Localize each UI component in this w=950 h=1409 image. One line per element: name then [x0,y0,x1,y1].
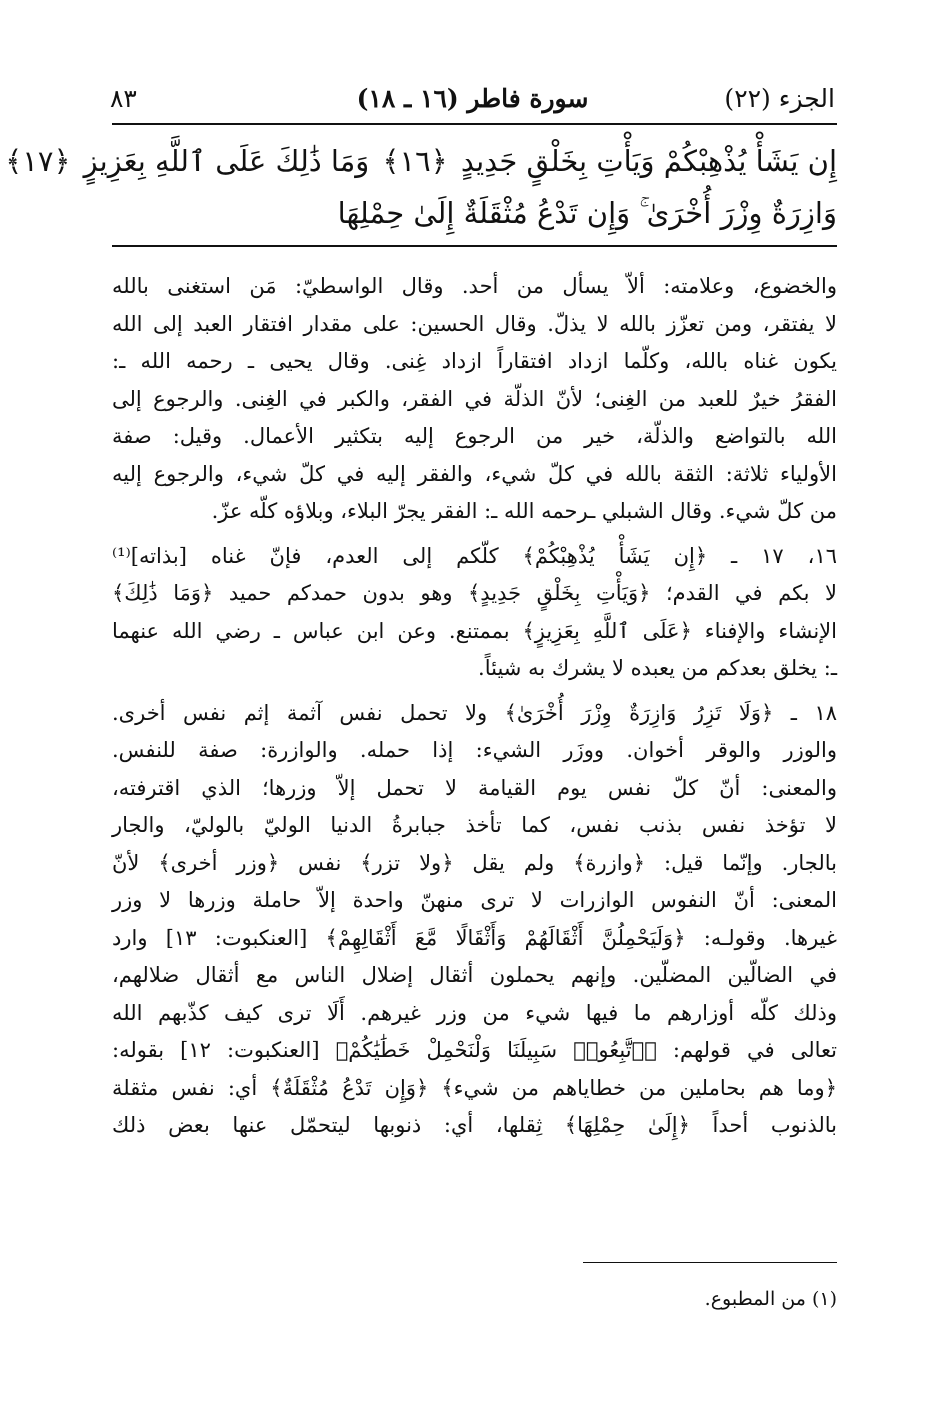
text-line: وذلك كلّه أوزارهم ما فيها شيء من وزر غيرهم. أَلَا ترى كيف كذّبهم الله [112,1000,837,1025]
verse-17-text: وَمَا ذَٰلِكَ عَلَى ٱللَّهِ بِعَزِيزٍ [83,144,370,178]
text-line: ١٦، ١٧ ـ ﴿إِن يَشَأْ يُذْهِبْكُمْ﴾ كلّكم إلى العدم، فإنّ غناه [بذاته]⁽¹⁾ [112,543,837,568]
text-line: والوزر والوقر أخوان. ووزَر الشيء: إذا حمله. والوازرة: صفة للنفس. [112,738,837,762]
text-line: الفقرُ خيرٌ للعبد من الغِنى؛ لأنّ الذلّة في الفقر، والكبر في الغِنى. والرجوع إلى [112,386,837,411]
text-line: ١٨ ـ ﴿وَلَا تَزِرُ وَازِرَةٌ وِزْرَ أُخْرَىٰ﴾ ولا تحمل نفس آثمة إثم نفس أخرى. [112,700,837,725]
page-number: ٨٣ [110,84,137,113]
quran-verses [5,135,837,239]
surah-label: سورة فاطر (١٦ ـ ١٨) [356,84,589,113]
ayah-marker-16: ﴿١٦﴾ [382,144,448,178]
text-line: الله بالتواضع والذلّة، خير من الرجوع إليه بتكثير الأعمال. وقيل: صفة [112,424,837,448]
text-line: يكون غناه بالله، وكلّما ازداد افتقاراً ازداد غِنى. وقال يحيى ـ رحمه الله ـ: [112,349,837,373]
text-line: الإنشاء والإفناء ﴿عَلَى ٱللَّهِ بِعَزِيزٍ﴾ بممتنع. وعن ابن عباس ـ رضي الله عنهما [112,618,837,643]
verse-line-2: وَازِرَةٌ وِزْرَ أُخْرَىٰ ۚ وَإِن تَدْعُ مُثْقَلَةٌ إِلَىٰ حِمْلِهَا [337,196,837,230]
text-line: غيرها. وقولـه: ﴿وَلَيَحْمِلُنَّ أَثْقَالَهُمْ وَأَثْقَالًا مَّعَ أَثْقَالِهِمْ﴾ [العنكبوت: ١٣] وارد [112,925,837,950]
header-rule [112,123,837,125]
text-line: المعنى: أنّ النفوس الوازرات لا ترى منهنّ واحدة إلاّ حاملة وزرها لا وزر [112,888,837,912]
verse-line-1 [5,135,837,187]
text-line: ﴿وما هم بحاملين من خطاياهم من شيء﴾ ﴿وَإِن تَدْعُ مُثْقَلَةٌ﴾ أي: نفس مثقلة [112,1075,837,1100]
footnote-rule [583,1262,837,1263]
text-line: والخضوع، وعلامته: ألاّ يسأل من أحد. وقال الواسطيّ: مَن استغنى بالله [112,274,837,298]
text-line: تعالى في قولهم: ﴿ٱتَّبِعُوا۟ سَبِيلَنَا وَلْنَحْمِلْ خَطَٰيَٰكُمْ﴾ [العنكبوت: ١٢] بقوله: [112,1038,838,1062]
text-line: ـ: يخلق بعدكم من يعبده لا يشرك به شيئاً. [478,656,837,680]
commentary-text [112,268,837,1145]
footnote: (١) من المطبوع. [704,1288,837,1310]
juz-label: الجزء (٢٢) [724,84,835,113]
text-line: بالجار. وإنّما قيل: ﴿وازرة﴾ ولم يقل ﴿ولا تزر﴾ نفس ﴿وزر أخرى﴾ لأنّ [112,850,837,875]
running-header [110,84,835,120]
text-line: من كلّ شيء. وقال الشبلي ـرحمه الله ـ: الفقر يجرّ البلاء، وبلاؤه كلّه عزّ. [211,499,837,523]
text-line: لا بكم في القدم؛ ﴿وَيَأْتِ بِخَلْقٍ جَدِيدٍ﴾ وهو بدون حمدكم حميد ﴿وَمَا ذَٰلِكَ﴾ [112,581,837,605]
verses-rule [112,245,837,247]
text-line: والمعنى: أنّ كلّ نفس يوم القيامة لا تحمل إلاّ وزرها؛ الذي اقترفته، [112,775,837,800]
text-line: لا يفتقر، ومن تعزّز بالله لا يذلّ. وقال الحسين: على مقدار افتقار العبد إلى الله [112,311,837,336]
ayah-marker-17: ﴿١٧﴾ [5,144,71,178]
verse-16-text: إِن يَشَأْ يُذْهِبْكُمْ وَيَأْتِ بِخَلْقٍ جَدِيدٍ [460,144,837,178]
text-line: بالذنوب أحداً ﴿إِلَىٰ حِمْلِهَا﴾ ثِقلها، أي: ذنوبها ليتحمّل عنها بعض ذلك [112,1113,837,1137]
text-line: لا تؤخذ نفس بذنب نفس، كما تأخذ جبابرةُ الدنيا الوليّ بالوليّ، والجار [112,813,837,837]
text-line: الأولياء ثلاثة: الثقة بالله في كلّ شيء، والفقر إليه في كلّ شيء، والرجوع إليه [112,461,837,486]
text-line: في الضالّين المضلّين. وإنهم يحملون أثقال إضلال الناس مع أثقال ضلالهم، [112,963,837,987]
